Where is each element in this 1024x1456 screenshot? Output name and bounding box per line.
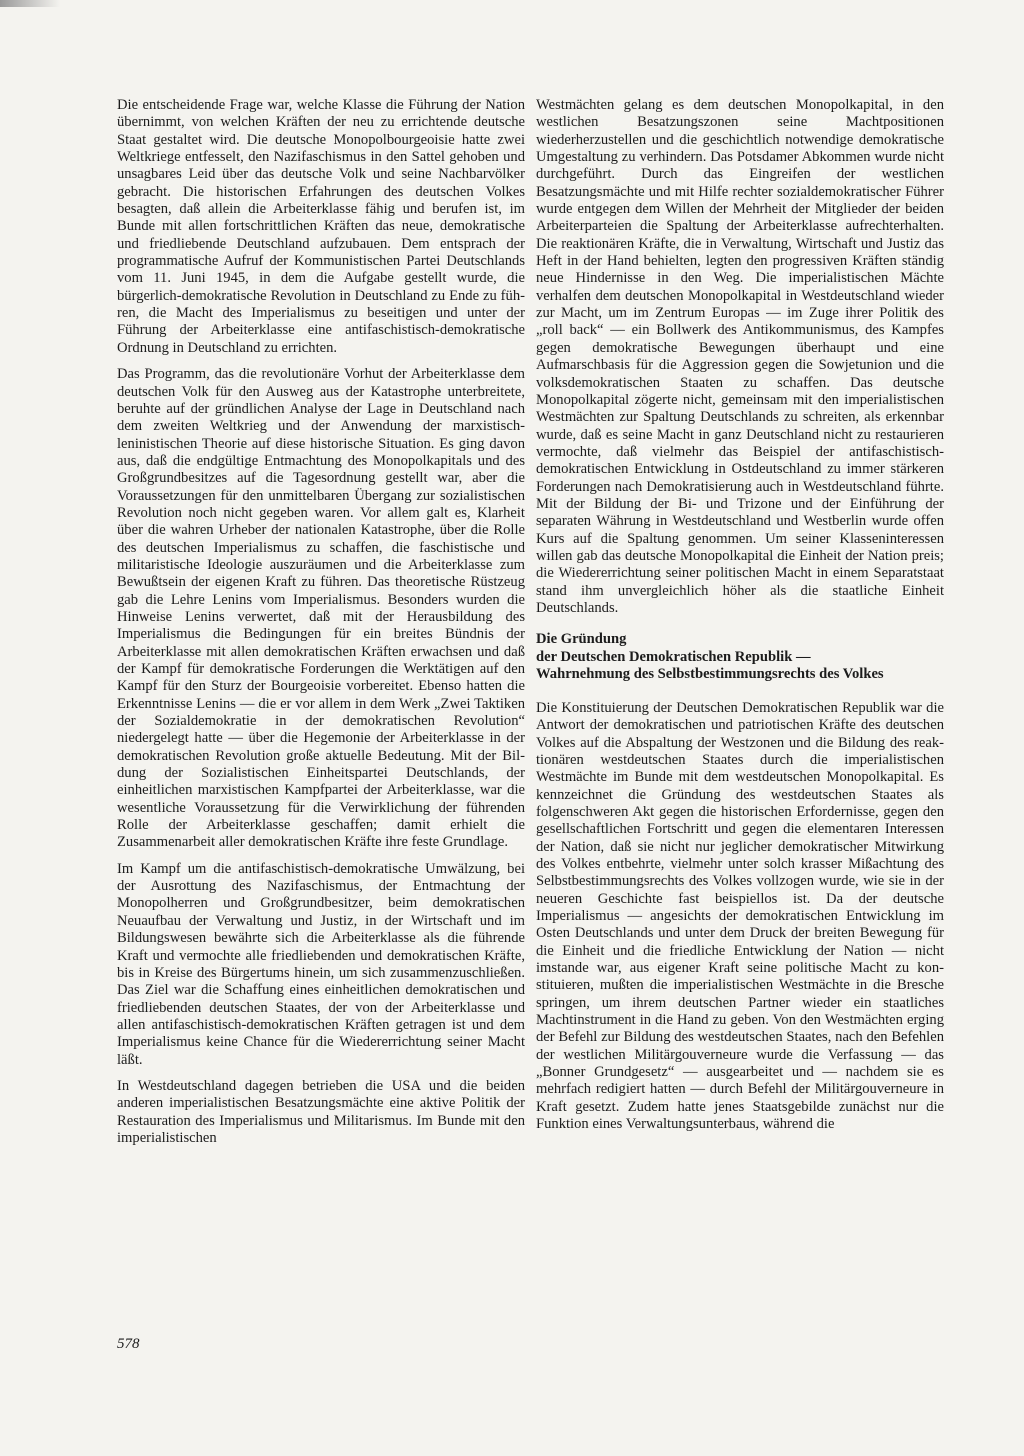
paragraph: Im Kampf um die antifaschistisch-demokratische Umwälzung, bei der Ausrottung des Nazifaschismus, der Entmachtung der Monopolherren und Großgrundbesitzer, beim demokratischen Neuaufbau der Verwaltung und Justiz, in der Wirtschaft und im Bildungswesen bewährte sich die Arbeiterklasse als die führende Kraft und vermochte alle friedliebenden und demokratischen Kräfte, bis in Kreise des Bürgertums hinein, um sich zusammenzuschließen. Das Ziel war die Schaffung eines einheitlichen demokratischen und friedliebenden deutschen Staates, der von der Arbeiterklasse und allen antifaschistisch-demokratischen Kräften getragen ist und dem Imperialismus keine Chance für die Wiedererrichtung seiner Macht läßt. [117,860,525,1068]
heading-line: der Deutschen Demokratischen Republik — [536,648,811,665]
heading-line: Wahrnehmung des Selbstbestimmungsrechts des Volkes [536,666,884,683]
paragraph: Die Konstituierung der Deutschen Demokratischen Republik war die Antwort der demokratischen und patriotischen Kräfte des deutschen Volkes auf die Abspaltung der Westzonen und die Bildung des reaktionären westdeutschen Staates durch die imperialistischen Westmächte im Bunde mit dem westdeutschen Monopolkapital. Es kennzeichnet die Gründung des westdeutschen Staates als folgenschweren Akt gegen die historischen Erfordernisse, gegen den gesellschaftlichen Fortschritt und gegen die elementaren Interessen der Nation, daß sie nicht nur jeglicher demokratischer Mitwirkung des Volkes entbehrte, vielmehr unter solch krasser Mißachtung des Selbstbestimmungsrechts des Volkes vollzogen wurde, wie sie in der neueren Geschichte fast beispiellos ist. Da der deutsche Imperialismus — angesichts der demokratischen Entwicklung im Osten Deutschlands und unter dem Druck der breiten Bewegung für die Einheit und die friedliche Entwicklung der Nation — nicht imstande war, aus eigener Kraft seine politische Macht zu konstituieren, mußten die imperialistischen Westmächte in die Bresche springen, um ihrem deutschen Partner wieder ein staatliches Machtinstrument in die Hand zu geben. Von den Westmächten erging der Befehl zur Bildung des westdeutschen Staates, nach den Befehlen der westlichen Militärgouverneure wurde die Verfassung — das „Bonner Grundgesetz“ — ausgearbeitet und — nachdem sie es mehrfach redigiert hatten — durch Befehl der Militärgouverneure in Kraft gesetzt. Zudem hatte jenes Staatsgebilde zunächst nur die Funktion eines Verwaltungsunterbaus, während die [536,699,944,1133]
section-heading [536,631,944,684]
right-column [536,97,944,1142]
paragraph: In Westdeutschland dagegen betrieben die USA und die beiden anderen imperialistischen Besatzungsmächte eine aktive Politik der Restauration des Imperialismus und Militarismus. Im Bunde mit den imperialistischen [117,1077,525,1146]
paragraph: Westmächten gelang es dem deutschen Monopolkapital, in den westlichen Besatzungszonen seine Machtpositionen wiederherzustellen und die geschichtlich notwendige demokratische Umgestaltung zu verhindern. Das Potsdamer Abkommen wurde nicht durchgeführt. Durch das Eingreifen der westlichen Besatzungsmächte und mit Hilfe rechter sozialdemokratischer Führer wurde entgegen dem Willen der Mehrheit der Mitglieder der beiden Arbeiterparteien die Spaltung der Arbeiterklasse aufrechterhalten. Die reaktionären Kräfte, die in Verwaltung, Wirtschaft und Justiz das Heft in der Hand behielten, legten den progressiven Kräften ständig neue Hindernisse in den Weg. Die imperialistischen Mächte verhalfen dem deutschen Monopolkapital in Westdeutschland wieder zur Macht, um im Zentrum Europas — im Zuge ihrer Politik des „roll back“ — ein Bollwerk des Antikommunismus, des Kampfes gegen demokratische Bewegungen überhaupt und eine Aufmarschbasis für die Aggression gegen die Sowjetunion und die volksdemokratischen Staaten zu schaffen. Das deutsche Monopolkapital zögerte nicht, gemeinsam mit den imperialistischen Westmächten zur Spaltung Deutschlands zu schreiten, als erkennbar wurde, daß es seine Macht in ganz Deutschland nicht zu restaurieren vermochte, daß vielmehr das Beispiel der antifaschistisch-demokratischen Entwicklung in Ostdeutschland zu immer stärkeren Forderungen nach Demokratisierung auch in Westdeutschland führte. Mit der Bildung der Bi- und Trizone und der Einführung der separaten Währung in Westdeutschland und Westberlin wurde offen Kurs auf die Spaltung genommen. Um seiner Klasseninteressen willen gab das deutsche Monopolkapital die Einheit der Nation preis; die Wiedererrichtung seiner politischen Macht in einem Separatstaat stand ihm unvergleichlich höher als die staatliche Einheit Deutschlands. [536,97,944,616]
scan-artifact [0,0,60,7]
paragraph: Die entscheidende Frage war, welche Klasse die Führung der Nation übernimmt, von welchen Kräften der neu zu errichtende deutsche Staat gestaltet wird. Die deutsche Monopolbourgeoisie hatte zwei Weltkriege entfesselt, den Nazifaschismus in den Sattel gehoben und unsagbares Leid über das deutsche Volk und seine Nachbarvölker gebracht. Die historischen Erfahrungen des deutschen Volkes besagten, daß allein die Arbeiterklasse fähig und berufen ist, im Bunde mit allen fortschrittlichen Kräften das neue, demokratische und friedliebende Deutschland aufzubauen. Dem entsprach der programmatische Aufruf der Kommunistischen Partei Deutschlands vom 11. Juni 1945, in dem die Aufgabe gestellt wurde, die bürgerlich-demokratische Revolution in Deutschland zu Ende zu führen, die Macht des Imperialismus zu beseitigen und unter der Führung der Arbeiterklasse eine antifaschistisch-demokratische Ordnung in Deutschland zu errichten. [117,97,525,356]
heading-line: Die Gründung [536,631,627,648]
page-number: 578 [117,1336,140,1352]
paragraph: Das Programm, das die revolutionäre Vorhut der Arbeiterklasse dem deutschen Volk für den Ausweg aus der Katastrophe unterbreitete, beruhte auf der gründlichen Analyse der Lage in Deutschland nach dem zweiten Weltkrieg und der Anwendung der marxistisch-leninistischen Theorie auf diese historische Situation. Es ging davon aus, daß die endgültige Entmachtung des Monopolkapitals und des Großgrundbesitzes auf die Tagesordnung gestellt war, aber die Voraussetzungen für den unmittelbaren Übergang zur sozialistischen Revolution noch nicht gegeben waren. Vor allem galt es, Klarheit über die wahren Urheber der nationalen Katastrophe, über die Rolle des deutschen Imperialismus zu schaffen, die faschistische und militaristische Ideologie auszuräumen und die Arbeiterklasse zum Bewußtsein der eigenen Kraft zu führen. Das theoretische Rüstzeug gab die Lehre Lenins vom Imperialismus. Besonders wurden die Hinweise Lenins verwertet, daß mit der Herausbildung des Imperialismus die Bedingungen für ein breites Bündnis der Arbeiterklasse mit allen demokratischen Kräften erwachsen und daß der Kampf für demokratische Forderungen die Werktätigen auf den Kampf für den Sturz der Bourgeoisie vorbereitet. Ebenso hatten die Erkenntnisse Lenins — die er vor allem in dem Werk „Zwei Taktiken der Sozialdemokratie in der demokratischen Revolution“ niedergelegt hatte — über die Hegemonie der Arbeiterklasse in der demokratischen Revolution große aktuelle Bedeutung. Mit der Bildung der Sozialistischen Einheitspartei Deutschlands, der einheitlichen marxistischen Kampfpartei der Arbeiterklasse, war die wesentliche Voraussetzung für die Verwirklichung der führenden Rolle der Arbeiterklasse geschaffen; damit erhielt die Zusammenarbeit aller demokratischen Kräfte ihre feste Grundlage. [117,366,525,851]
left-column [117,97,525,1156]
